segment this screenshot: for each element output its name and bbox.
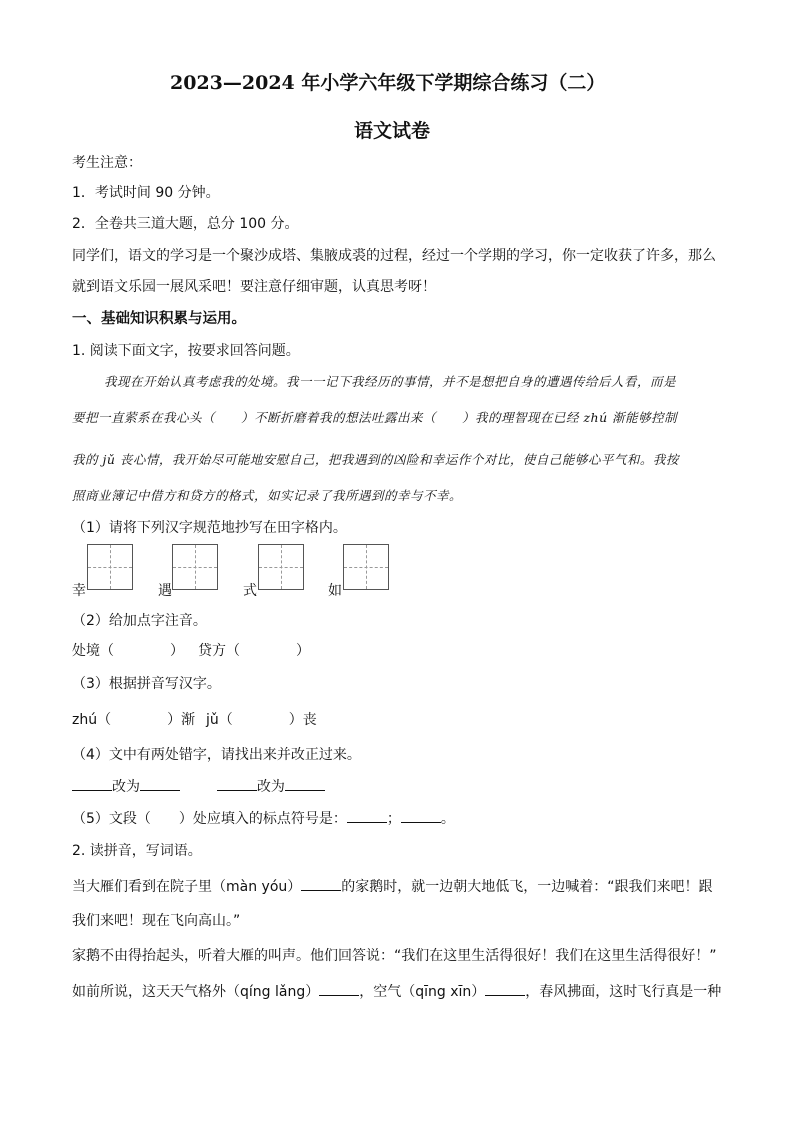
q2-line-4-b: ，空气（qīng xīn） — [359, 984, 486, 1000]
notice-heading: 考生注意： — [72, 155, 142, 171]
punctuation-blank-1[interactable] — [347, 821, 387, 823]
sub-question-3: （3）根据拼音写汉字。 — [72, 676, 221, 692]
correction-blank-1[interactable] — [72, 789, 112, 791]
tianzige-box-1[interactable] — [87, 544, 133, 590]
question-2-prompt: 2. 读拼音，写词语。 — [72, 843, 202, 859]
passage-line-1: 我现在开始认真考虑我的处境。我一一记下我经历的事情，并不是想把自身的遭遇传给后人看，而是 — [104, 374, 677, 389]
question-1-prompt: 1. 阅读下面文字，按要求回答问题。 — [72, 343, 300, 359]
correction-row — [72, 776, 325, 796]
word-blank-2[interactable] — [319, 994, 359, 996]
sub-question-2: （2）给加点字注音。 — [72, 613, 207, 629]
notice-item-2: 2．全卷共三道大题，总分 100 分。 — [72, 216, 299, 232]
passage-line-4: 照商业簿记中借方和贷方的格式，如实记录了我所遇到的幸与不幸。 — [72, 488, 463, 503]
page-subtitle: 语文试卷 — [354, 120, 431, 142]
char-label-2: 遇 — [158, 583, 172, 599]
char-label-4: 如 — [328, 583, 342, 599]
pinyin-blank-b[interactable]: 贷方（ ） — [198, 643, 310, 659]
hanzi-blank-b[interactable]: jǔ（ ）丧 — [206, 712, 317, 728]
punctuation-separator: ； — [386, 811, 401, 827]
q2-line-1-a: 当大雁们看到在院子里（màn yóu） — [72, 879, 302, 895]
q2-line-2: 我们来吧！现在飞向高山。” — [72, 913, 241, 929]
pinyin-blank-a[interactable]: 处境（ ） — [72, 643, 184, 659]
correction-blank-2[interactable] — [140, 789, 180, 791]
hanzi-blank-a[interactable]: zhú（ ）渐 — [72, 712, 196, 728]
sub-question-1: （1）请将下列汉字规范地抄写在田字格内。 — [72, 520, 347, 536]
sub-question-5-text: （5）文段（ ）处应填入的标点符号是： — [72, 811, 347, 827]
section-heading: 一、基础知识积累与运用。 — [72, 311, 246, 327]
notice-item-1: 1．考试时间 90 分钟。 — [72, 185, 220, 201]
q2-line-3: 家鹅不由得抬起头，听着大雁的叫声。他们回答说：“我们在这里生活得很好！我们在这里生活得很好！” — [72, 948, 717, 964]
correction-blank-3[interactable] — [217, 789, 257, 791]
q2-line-4 — [72, 981, 721, 1001]
intro-line-2: 就到语文乐园一展风采吧！要注意仔细审题，认真思考呀！ — [72, 279, 436, 295]
char-label-3: 式 — [243, 583, 257, 599]
intro-line-1: 同学们，语文的学习是一个聚沙成塔、集腋成裘的过程，经过一个学期的学习，你一定收获了许多，那么 — [72, 248, 716, 264]
tianzige-box-3[interactable] — [258, 544, 304, 590]
passage-line-2: 要把一直萦系在我心头（ ）不断折磨着我的想法吐露出来（ ）我的理智现在已经 zhú 渐能够控制 — [72, 410, 678, 425]
char-label-1: 幸 — [72, 583, 86, 599]
tianzige-box-4[interactable] — [343, 544, 389, 590]
punctuation-end: 。 — [440, 811, 455, 827]
q2-line-1 — [72, 876, 713, 896]
correction-label-a: 改为 — [112, 779, 140, 795]
word-blank-1[interactable] — [301, 889, 341, 891]
tianzige-box-2[interactable] — [172, 544, 218, 590]
punctuation-blank-2[interactable] — [401, 821, 441, 823]
sub-question-5 — [72, 808, 455, 828]
passage-line-3: 我的 jǔ 丧心情，我开始尽可能地安慰自己，把我遇到的凶险和幸运作个对比，使自己能够心平气和。我按 — [72, 452, 679, 467]
sub-question-4: （4）文中有两处错字，请找出来并改正过来。 — [72, 747, 361, 763]
q2-line-1-b: 的家鹅时，就一边朝大地低飞，一边喊着：“跟我们来吧！跟 — [341, 879, 713, 895]
q2-line-4-c: ，春风拂面，这时飞行真是一种 — [525, 984, 722, 1000]
correction-blank-4[interactable] — [285, 789, 325, 791]
q2-line-4-a: 如前所说，这天天气格外（qíng lǎng） — [72, 984, 320, 1000]
correction-label-b: 改为 — [256, 779, 285, 795]
word-blank-3[interactable] — [485, 994, 525, 996]
page-title: 2023—2024 年小学六年级下学期综合练习（二） — [170, 72, 606, 94]
